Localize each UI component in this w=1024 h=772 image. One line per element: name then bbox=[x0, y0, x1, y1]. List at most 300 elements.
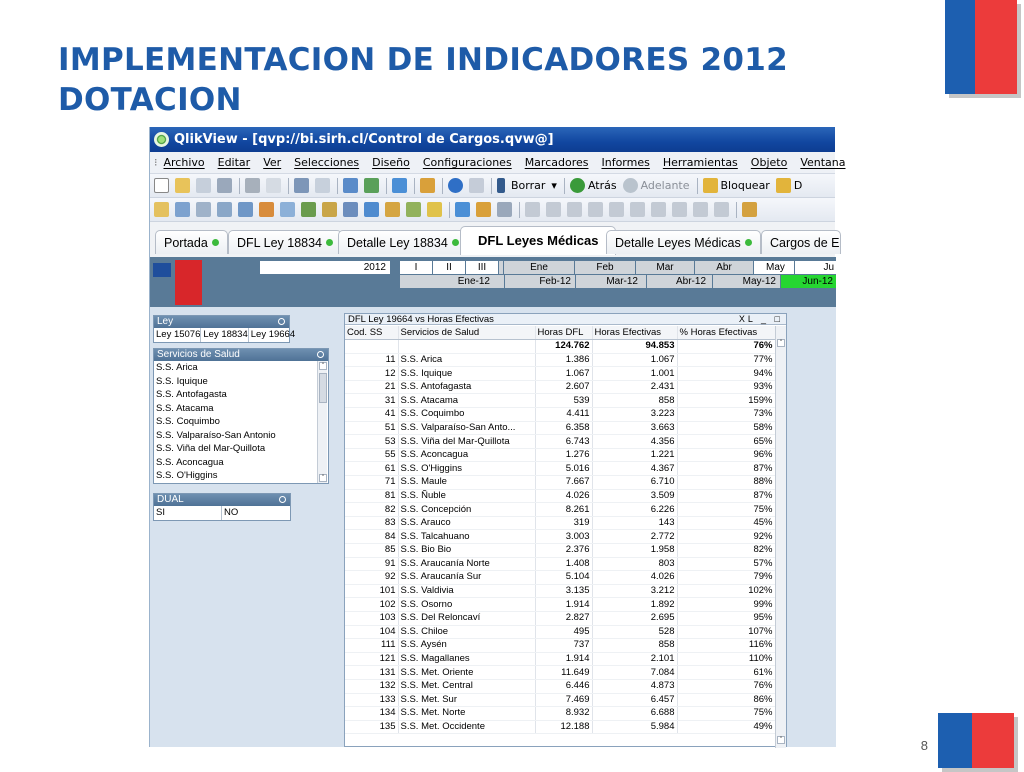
dual-value-no[interactable]: NO bbox=[224, 507, 239, 518]
quarter-3[interactable]: III bbox=[466, 261, 498, 274]
month-jun[interactable]: Ju bbox=[795, 261, 836, 274]
window-titlebar[interactable] bbox=[150, 127, 835, 152]
table-cell: 159% bbox=[677, 394, 775, 408]
table-cell: 135 bbox=[345, 720, 398, 734]
menu-configuraciones[interactable]: Configuraciones bbox=[422, 156, 512, 169]
table-cell: 737 bbox=[535, 639, 592, 653]
tab-portada[interactable]: Portada bbox=[155, 230, 228, 254]
menu-objeto[interactable]: Objeto bbox=[750, 156, 788, 169]
month-abr[interactable]: Abr bbox=[695, 261, 753, 274]
search-icon[interactable] bbox=[278, 318, 285, 325]
scroll-up-icon[interactable]: ˄ bbox=[777, 339, 785, 347]
lock-icon[interactable] bbox=[703, 178, 718, 193]
table-row[interactable] bbox=[345, 584, 775, 598]
table-row[interactable] bbox=[345, 611, 775, 625]
table-row[interactable] bbox=[345, 571, 775, 585]
table-cell: 92 bbox=[345, 571, 398, 585]
redo-icon[interactable] bbox=[315, 178, 330, 193]
table-cell: 4.411 bbox=[535, 408, 592, 422]
table-cell: 2.607 bbox=[535, 380, 592, 394]
table-cell: 95% bbox=[677, 611, 775, 625]
month-year-selector bbox=[400, 275, 836, 288]
table-totals-row[interactable] bbox=[345, 340, 775, 354]
table-cell: 7.469 bbox=[535, 693, 592, 707]
list-item[interactable]: S.S. Arica bbox=[156, 362, 198, 373]
table-cell: 93% bbox=[677, 380, 775, 394]
month-year-jun-12-selected[interactable]: Jun-12 bbox=[781, 275, 836, 288]
tab-dfl-ley-18834[interactable]: DFL Ley 18834 bbox=[228, 230, 342, 254]
menu-herramientas[interactable]: Herramientas bbox=[662, 156, 738, 169]
table-cell: 88% bbox=[677, 476, 775, 490]
qlikview-app-icon bbox=[154, 132, 169, 147]
month-year-ene-12[interactable]: Ene-12 bbox=[400, 275, 504, 288]
month-year-feb-12[interactable]: Feb-12 bbox=[505, 275, 575, 288]
design-toolbar bbox=[150, 198, 835, 222]
table-cell: 51 bbox=[345, 421, 398, 435]
menu-ventana[interactable]: Ventana bbox=[800, 156, 846, 169]
list-item[interactable]: S.S. Viña del Mar-Quillota bbox=[156, 443, 266, 454]
table-cell: S.S. Osorno bbox=[398, 598, 535, 612]
table-header-row bbox=[345, 326, 775, 340]
chart-icon[interactable] bbox=[455, 202, 470, 217]
sheet-tabs bbox=[150, 222, 840, 258]
save-icon[interactable] bbox=[217, 178, 232, 193]
table-row[interactable] bbox=[345, 666, 775, 680]
reload-icon[interactable] bbox=[196, 178, 211, 193]
table-cell: 57% bbox=[677, 557, 775, 571]
table-row[interactable] bbox=[345, 639, 775, 653]
table-cell: 143 bbox=[592, 516, 677, 530]
table-row[interactable] bbox=[345, 489, 775, 503]
table-cell: 3.663 bbox=[592, 421, 677, 435]
list-item[interactable]: S.S. Antofagasta bbox=[156, 389, 227, 400]
table-cell: 2.772 bbox=[592, 530, 677, 544]
slide-corner-decoration-bottom bbox=[938, 713, 1018, 768]
space-horizontal-icon[interactable] bbox=[630, 202, 645, 217]
table-cell: 110% bbox=[677, 652, 775, 666]
table-row[interactable] bbox=[345, 679, 775, 693]
table-cell: 858 bbox=[592, 639, 677, 653]
statistics-box-icon[interactable] bbox=[217, 202, 232, 217]
table-cell: 87% bbox=[677, 462, 775, 476]
table-cell: S.S. Talcahuano bbox=[398, 530, 535, 544]
table-cell: 91 bbox=[345, 557, 398, 571]
align-right-icon[interactable] bbox=[567, 202, 582, 217]
menu-editar[interactable]: Editar bbox=[217, 156, 251, 169]
table-cell: 21 bbox=[345, 380, 398, 394]
table-cell: S.S. Met. Norte bbox=[398, 707, 535, 721]
sheet-properties-icon[interactable] bbox=[175, 202, 190, 217]
text-object-icon[interactable] bbox=[343, 202, 358, 217]
dual-value-si[interactable]: SI bbox=[154, 506, 222, 520]
table-cell: 6.446 bbox=[535, 679, 592, 693]
adjust-left-icon[interactable] bbox=[672, 202, 687, 217]
print-pdf-icon[interactable] bbox=[266, 178, 281, 193]
tab-status-dot-icon bbox=[326, 239, 333, 246]
table-row[interactable] bbox=[345, 720, 775, 734]
table-cell: 6.226 bbox=[592, 503, 677, 517]
table-scrollbar[interactable] bbox=[775, 326, 786, 748]
col-header-horas-dfl[interactable]: Horas DFL bbox=[535, 326, 592, 340]
table-row[interactable] bbox=[345, 707, 775, 721]
table-row[interactable] bbox=[345, 462, 775, 476]
table-cell: S.S. Maule bbox=[398, 476, 535, 490]
quarter-1[interactable]: I bbox=[400, 261, 432, 274]
table-cell: 1.892 bbox=[592, 598, 677, 612]
table-cell: 12 bbox=[345, 367, 398, 381]
col-header-horas-efectivas[interactable]: Horas Efectivas bbox=[592, 326, 677, 340]
year-selector[interactable]: 2012 bbox=[260, 261, 390, 274]
search-icon[interactable] bbox=[343, 178, 358, 193]
table-cell: 858 bbox=[592, 394, 677, 408]
table-row[interactable] bbox=[345, 408, 775, 422]
table-cell: 111 bbox=[345, 639, 398, 653]
table-cell: 1.276 bbox=[535, 448, 592, 462]
table-cell: 1.386 bbox=[535, 353, 592, 367]
table-row[interactable] bbox=[345, 516, 775, 530]
slide-title-line-1: IMPLEMENTACION DE INDICADORES 2012 bbox=[58, 42, 789, 78]
slider-icon[interactable] bbox=[385, 202, 400, 217]
month-feb[interactable]: Feb bbox=[575, 261, 635, 274]
table-cell: S.S. Antofagasta bbox=[398, 380, 535, 394]
table-cell: 5.984 bbox=[592, 720, 677, 734]
table-cell: 87% bbox=[677, 489, 775, 503]
table-cell: 3.003 bbox=[535, 530, 592, 544]
table-cell: 102 bbox=[345, 598, 398, 612]
list-box-icon[interactable] bbox=[196, 202, 211, 217]
table-cell: 31 bbox=[345, 394, 398, 408]
servicios-caption: Servicios de Salud bbox=[154, 349, 328, 361]
table-cell: 12.188 bbox=[535, 720, 592, 734]
menu-archivo[interactable]: Archivo bbox=[163, 156, 205, 169]
table-box-icon[interactable] bbox=[259, 202, 274, 217]
open-folder-icon[interactable] bbox=[175, 178, 190, 193]
table-cell: 3.135 bbox=[535, 584, 592, 598]
align-center-icon[interactable] bbox=[546, 202, 561, 217]
table-cell: 528 bbox=[592, 625, 677, 639]
table-cell: 83 bbox=[345, 516, 398, 530]
search-icon[interactable] bbox=[279, 496, 286, 503]
month-mar[interactable]: Mar bbox=[636, 261, 694, 274]
table-cell: 49% bbox=[677, 720, 775, 734]
table-cell: 5.016 bbox=[535, 462, 592, 476]
table-row[interactable] bbox=[345, 652, 775, 666]
ley-value-18834[interactable]: Ley 18834 bbox=[203, 329, 248, 340]
edit-script-icon[interactable] bbox=[420, 178, 435, 193]
ley-list-box bbox=[153, 315, 296, 343]
table-cell: 4.026 bbox=[592, 571, 677, 585]
table-row[interactable] bbox=[345, 435, 775, 449]
servicios-list-box bbox=[153, 348, 329, 484]
input-box-icon[interactable] bbox=[280, 202, 295, 217]
table-cell: 65% bbox=[677, 435, 775, 449]
table-cell: 3.212 bbox=[592, 584, 677, 598]
table-cell: 4.356 bbox=[592, 435, 677, 449]
adjust-top-icon[interactable] bbox=[693, 202, 708, 217]
col-header-pct-horas[interactable]: % Horas Efectivas bbox=[677, 326, 775, 340]
scroll-down-icon[interactable]: ˅ bbox=[319, 474, 327, 482]
sheet-header bbox=[150, 257, 836, 307]
table-cell: 6.743 bbox=[535, 435, 592, 449]
table-cell: 116% bbox=[677, 639, 775, 653]
table-cell: 102% bbox=[677, 584, 775, 598]
clear-button[interactable]: Borrar bbox=[511, 179, 546, 192]
table-cell: 1.001 bbox=[592, 367, 677, 381]
table-cell: 6.457 bbox=[592, 693, 677, 707]
table-cell: 94% bbox=[677, 367, 775, 381]
forward-icon[interactable] bbox=[623, 178, 638, 193]
table-cell: 61 bbox=[345, 462, 398, 476]
table-row[interactable] bbox=[345, 421, 775, 435]
table-cell: 82% bbox=[677, 544, 775, 558]
current-selections-icon[interactable] bbox=[301, 202, 316, 217]
month-ene[interactable]: Ene bbox=[504, 261, 574, 274]
align-bottom-icon[interactable] bbox=[588, 202, 603, 217]
table-cell: 121 bbox=[345, 652, 398, 666]
bookmark-object-icon[interactable] bbox=[406, 202, 421, 217]
menu-ver[interactable]: Ver bbox=[263, 156, 282, 169]
table-cell: 2.695 bbox=[592, 611, 677, 625]
chart-wizard-icon[interactable] bbox=[392, 178, 407, 193]
back-icon[interactable] bbox=[570, 178, 585, 193]
table-caption: DFL Ley 19664 vs Horas Efectivas XL _ □ bbox=[345, 314, 786, 325]
table-cell: 55 bbox=[345, 448, 398, 462]
scroll-thumb[interactable] bbox=[319, 373, 327, 403]
table-cell: S.S. Atacama bbox=[398, 394, 535, 408]
table-row[interactable] bbox=[345, 557, 775, 571]
table-cell: S.S. O'Higgins bbox=[398, 462, 535, 476]
table-cell: 73% bbox=[677, 408, 775, 422]
table-cell: S.S. Ñuble bbox=[398, 489, 535, 503]
undo-icon[interactable] bbox=[294, 178, 309, 193]
table-cell: 2.376 bbox=[535, 544, 592, 558]
table-cell: S.S. Araucanía Sur bbox=[398, 571, 535, 585]
table-cell: 8.932 bbox=[535, 707, 592, 721]
table-cell: 79% bbox=[677, 571, 775, 585]
table-cell: 61% bbox=[677, 666, 775, 680]
quarter-2[interactable]: II bbox=[433, 261, 465, 274]
tab-cargos[interactable]: Cargos de E bbox=[761, 230, 841, 254]
lock-button[interactable]: Bloquear bbox=[720, 179, 770, 192]
caption-controls-icon[interactable]: XL _ □ bbox=[738, 314, 783, 324]
table-row[interactable] bbox=[345, 503, 775, 517]
table-cell: 101 bbox=[345, 584, 398, 598]
table-row[interactable] bbox=[345, 693, 775, 707]
tab-status-dot-icon bbox=[745, 239, 752, 246]
table-cell: 1.221 bbox=[592, 448, 677, 462]
align-left-icon[interactable] bbox=[525, 202, 540, 217]
dual-caption: DUAL bbox=[154, 494, 290, 506]
table-row[interactable] bbox=[345, 448, 775, 462]
table-cell: 76% bbox=[677, 340, 775, 354]
table-cell: S.S. Aysén bbox=[398, 639, 535, 653]
month-year-abr-12[interactable]: Abr-12 bbox=[647, 275, 712, 288]
checkbox-icon[interactable] bbox=[364, 178, 379, 193]
col-header-cod-ss[interactable]: Cod. SS bbox=[345, 326, 398, 340]
table-cell: 6.688 bbox=[592, 707, 677, 721]
table-cell: 495 bbox=[535, 625, 592, 639]
table-row[interactable] bbox=[345, 394, 775, 408]
multi-box-icon[interactable] bbox=[238, 202, 253, 217]
table-cell: 1.914 bbox=[535, 598, 592, 612]
list-item[interactable]: S.S. O'Higgins bbox=[156, 470, 218, 481]
table-cell: 8.261 bbox=[535, 503, 592, 517]
page-number: 8 bbox=[920, 738, 928, 753]
table-cell: 4.367 bbox=[592, 462, 677, 476]
table-cell: 2.827 bbox=[535, 611, 592, 625]
table-cell: S.S. Del Reloncaví bbox=[398, 611, 535, 625]
qlikview-window bbox=[149, 127, 846, 747]
table-cell: S.S. Bio Bio bbox=[398, 544, 535, 558]
list-item[interactable]: S.S. Atacama bbox=[156, 402, 214, 414]
table-row[interactable] bbox=[345, 353, 775, 367]
servicios-scrollbar[interactable] bbox=[317, 361, 327, 483]
line-arrow-icon[interactable] bbox=[364, 202, 379, 217]
ley-value-15076[interactable]: Ley 15076 bbox=[156, 329, 201, 340]
user-icon[interactable] bbox=[742, 202, 757, 217]
back-button[interactable]: Atrás bbox=[587, 179, 617, 192]
forward-button[interactable]: Adelante bbox=[640, 179, 690, 192]
table-cell: 94.853 bbox=[592, 340, 677, 354]
menu-marcadores[interactable]: Marcadores bbox=[524, 156, 589, 169]
scroll-up-icon[interactable]: ˄ bbox=[319, 362, 327, 370]
scroll-down-icon[interactable]: ˅ bbox=[777, 736, 785, 744]
table-cell: 85 bbox=[345, 544, 398, 558]
table-row[interactable] bbox=[345, 625, 775, 639]
table-cell: 104 bbox=[345, 625, 398, 639]
table-cell: S.S. Aconcagua bbox=[398, 448, 535, 462]
table-cell: 1.408 bbox=[535, 557, 592, 571]
slide-title-line-2: DOTACION bbox=[58, 82, 242, 118]
table-cell: 3.223 bbox=[592, 408, 677, 422]
table-cell: 1.914 bbox=[535, 652, 592, 666]
table-cell: 107% bbox=[677, 625, 775, 639]
table-cell: 45% bbox=[677, 516, 775, 530]
table-cell: 134 bbox=[345, 707, 398, 721]
list-item[interactable]: S.S. Coquimbo bbox=[156, 416, 220, 427]
table-cell: 319 bbox=[535, 516, 592, 530]
space-vertical-icon[interactable] bbox=[651, 202, 666, 217]
align-top-icon[interactable] bbox=[609, 202, 624, 217]
table-cell: 6.710 bbox=[592, 476, 677, 490]
chile-star-icon bbox=[153, 263, 171, 277]
tab-detalle-ley-18834[interactable]: Detalle Ley 18834 bbox=[338, 230, 468, 254]
table-cell: 4.026 bbox=[535, 489, 592, 503]
table-row[interactable] bbox=[345, 544, 775, 558]
table-cell: 71 bbox=[345, 476, 398, 490]
unlock-button[interactable]: D bbox=[793, 179, 803, 192]
menu-informes[interactable]: Informes bbox=[601, 156, 650, 169]
table-row[interactable] bbox=[345, 380, 775, 394]
table-cell bbox=[345, 340, 398, 354]
month-year-may-12[interactable]: May-12 bbox=[713, 275, 780, 288]
table-row[interactable] bbox=[345, 598, 775, 612]
table-cell: 92% bbox=[677, 530, 775, 544]
new-document-icon[interactable] bbox=[154, 178, 169, 193]
period-selector bbox=[400, 261, 836, 274]
month-year-mar-12[interactable]: Mar-12 bbox=[576, 275, 646, 288]
table-cell: S.S. Met. Occidente bbox=[398, 720, 535, 734]
table-cell: 81 bbox=[345, 489, 398, 503]
tab-status-dot-icon bbox=[452, 239, 459, 246]
clear-dropdown-icon[interactable]: ▾ bbox=[551, 179, 557, 192]
context-help-icon[interactable] bbox=[469, 178, 484, 193]
unlock-icon[interactable] bbox=[776, 178, 791, 193]
table-cell: S.S. Concepción bbox=[398, 503, 535, 517]
table-cell: 132 bbox=[345, 679, 398, 693]
table-cell: 4.873 bbox=[592, 679, 677, 693]
table-cell: 539 bbox=[535, 394, 592, 408]
table-cell: S.S. Met. Sur bbox=[398, 693, 535, 707]
table-cell: 41 bbox=[345, 408, 398, 422]
same-size-icon[interactable] bbox=[714, 202, 729, 217]
table-cell: S.S. Araucanía Norte bbox=[398, 557, 535, 571]
search-object-icon[interactable] bbox=[427, 202, 442, 217]
table-cell: S.S. Magallanes bbox=[398, 652, 535, 666]
list-item[interactable]: S.S. Iquique bbox=[156, 375, 208, 387]
table-cell: 803 bbox=[592, 557, 677, 571]
list-item[interactable]: S.S. Valparaíso-San Antonio bbox=[156, 429, 276, 441]
table-row[interactable] bbox=[345, 476, 775, 490]
table-cell: S.S. Arauco bbox=[398, 516, 535, 530]
slide-corner-decoration-top bbox=[945, 0, 1017, 98]
table-cell: 96% bbox=[677, 448, 775, 462]
tab-dfl-leyes-medicas[interactable]: DFL Leyes Médicas bbox=[460, 226, 616, 255]
table-cell: 133 bbox=[345, 693, 398, 707]
table-cell: 3.509 bbox=[592, 489, 677, 503]
help-icon[interactable] bbox=[448, 178, 463, 193]
table-cell: S.S. Chiloe bbox=[398, 625, 535, 639]
table-cell: 11.649 bbox=[535, 666, 592, 680]
print-icon[interactable] bbox=[245, 178, 260, 193]
table-cell: 2.431 bbox=[592, 380, 677, 394]
tab-status-dot-icon bbox=[212, 239, 219, 246]
tab-detalle-leyes-medicas[interactable]: Detalle Leyes Médicas bbox=[606, 230, 761, 254]
button-object-icon[interactable] bbox=[322, 202, 337, 217]
table-cell: 2.101 bbox=[592, 652, 677, 666]
month-may[interactable]: May bbox=[754, 261, 794, 274]
list-item[interactable]: S.S. Aconcagua bbox=[156, 456, 224, 468]
menu-diseno[interactable]: Diseño bbox=[372, 156, 410, 169]
menu-grip-icon: ⁝ bbox=[154, 156, 158, 169]
new-sheet-icon[interactable] bbox=[154, 202, 169, 217]
menu-bar bbox=[150, 152, 846, 174]
grid-icon[interactable] bbox=[497, 202, 512, 217]
table-cell: S.S. Met. Central bbox=[398, 679, 535, 693]
dfl-ley-19664-table bbox=[344, 313, 787, 747]
table-cell: 11 bbox=[345, 353, 398, 367]
table-cell: 76% bbox=[677, 679, 775, 693]
search-icon[interactable] bbox=[317, 351, 324, 358]
table-cell: S.S. Valdivia bbox=[398, 584, 535, 598]
ministry-logo bbox=[153, 260, 203, 304]
format-painter-icon[interactable] bbox=[476, 202, 491, 217]
window-title: QlikView - [qvp://bi.sirh.cl/Control de Cargos.qvw@] bbox=[174, 132, 554, 147]
table-row[interactable] bbox=[345, 530, 775, 544]
table-cell: 1.067 bbox=[592, 353, 677, 367]
clear-first-icon[interactable] bbox=[497, 178, 505, 193]
table-cell: 77% bbox=[677, 353, 775, 367]
table-row[interactable] bbox=[345, 367, 775, 381]
table-cell: S.S. Coquimbo bbox=[398, 408, 535, 422]
table-cell: 86% bbox=[677, 693, 775, 707]
table-cell: S.S. Arica bbox=[398, 353, 535, 367]
col-header-servicios[interactable]: Servicios de Salud bbox=[398, 326, 535, 340]
table-cell: 58% bbox=[677, 421, 775, 435]
ley-value-19664[interactable]: Ley 19664 bbox=[250, 329, 296, 340]
table-cell: 6.358 bbox=[535, 421, 592, 435]
menu-selecciones[interactable]: Selecciones bbox=[294, 156, 360, 169]
